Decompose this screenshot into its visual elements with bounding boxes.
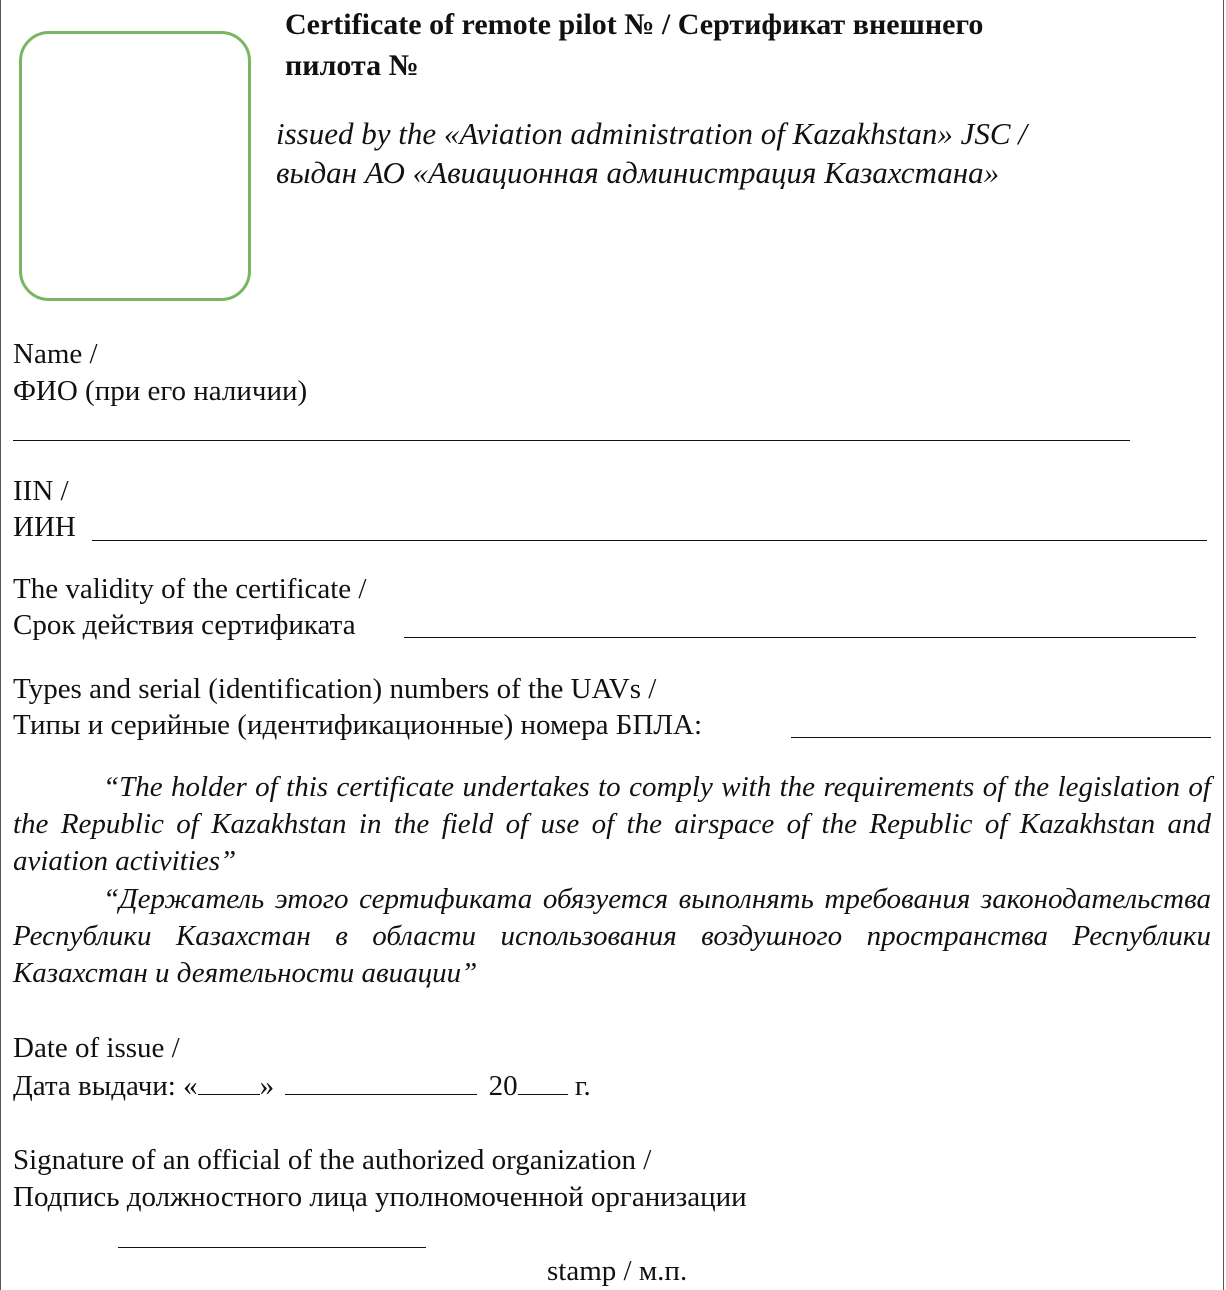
pledge-ru-text: “Держатель этого сертификата обязуется выполнять требования законодательства Республики Казахстан в области использования воздушного пространства Республики Казахстан и деятельности авиации”: [13, 883, 1211, 989]
validity-field-line[interactable]: [404, 637, 1196, 638]
year-prefix: 20: [488, 1070, 518, 1102]
iin-label-en: IIN /: [13, 475, 69, 507]
signature-label-ru: Подпись должностного лица уполномоченной организации: [13, 1181, 747, 1213]
title-line-1: Certificate of remote pilot № / Сертификат внешнего: [285, 8, 984, 41]
validity-label-en: The validity of the certificate /: [13, 573, 367, 605]
title-line-2: пилота №: [285, 49, 419, 82]
validity-label-ru: Срок действия сертификата: [13, 609, 356, 641]
pledge-en-text: “The holder of this certificate undertakes to comply with the requirements of the legislation of the Republic of Kazakhstan in the field of use of the airspace of the Republic of Kazakhstan and aviation activities”: [13, 771, 1211, 877]
date-close-quote: »: [259, 1070, 275, 1102]
day-blank[interactable]: [198, 1070, 260, 1095]
photo-placeholder: [19, 31, 251, 301]
pledge-en: [13, 769, 1211, 880]
issuer-statement: [276, 114, 1196, 192]
date-row: [13, 1068, 591, 1104]
signature-line[interactable]: [118, 1247, 426, 1248]
year-suffix: г.: [574, 1070, 591, 1102]
pledge-ru: [13, 881, 1211, 992]
issuer-line-1: issued by the «Aviation administration of Kazakhstan» JSC /: [276, 116, 1027, 151]
name-field-line[interactable]: [13, 440, 1130, 441]
iin-label-ru: ИИН: [13, 511, 76, 543]
signature-label-en: Signature of an official of the authorized organization /: [13, 1144, 652, 1176]
uav-field-line[interactable]: [791, 737, 1211, 738]
certificate-title: [285, 4, 1185, 86]
stamp-label: stamp / м.п.: [547, 1255, 688, 1287]
name-label-en: Name /: [13, 338, 98, 370]
date-label-en: Date of issue /: [13, 1032, 180, 1064]
issuer-line-2: выдан АО «Авиационная администрация Казахстана»: [276, 155, 1000, 190]
iin-field-line[interactable]: [92, 540, 1207, 541]
year-blank[interactable]: [518, 1070, 568, 1095]
month-blank[interactable]: [285, 1070, 477, 1095]
date-label-ru: Дата выдачи: «: [13, 1070, 198, 1102]
name-label-ru: ФИО (при его наличии): [13, 375, 308, 407]
uav-label-ru: Типы и серийные (идентификационные) номера БПЛА:: [13, 709, 703, 741]
uav-label-en: Types and serial (identification) numbers of the UAVs /: [13, 673, 657, 705]
